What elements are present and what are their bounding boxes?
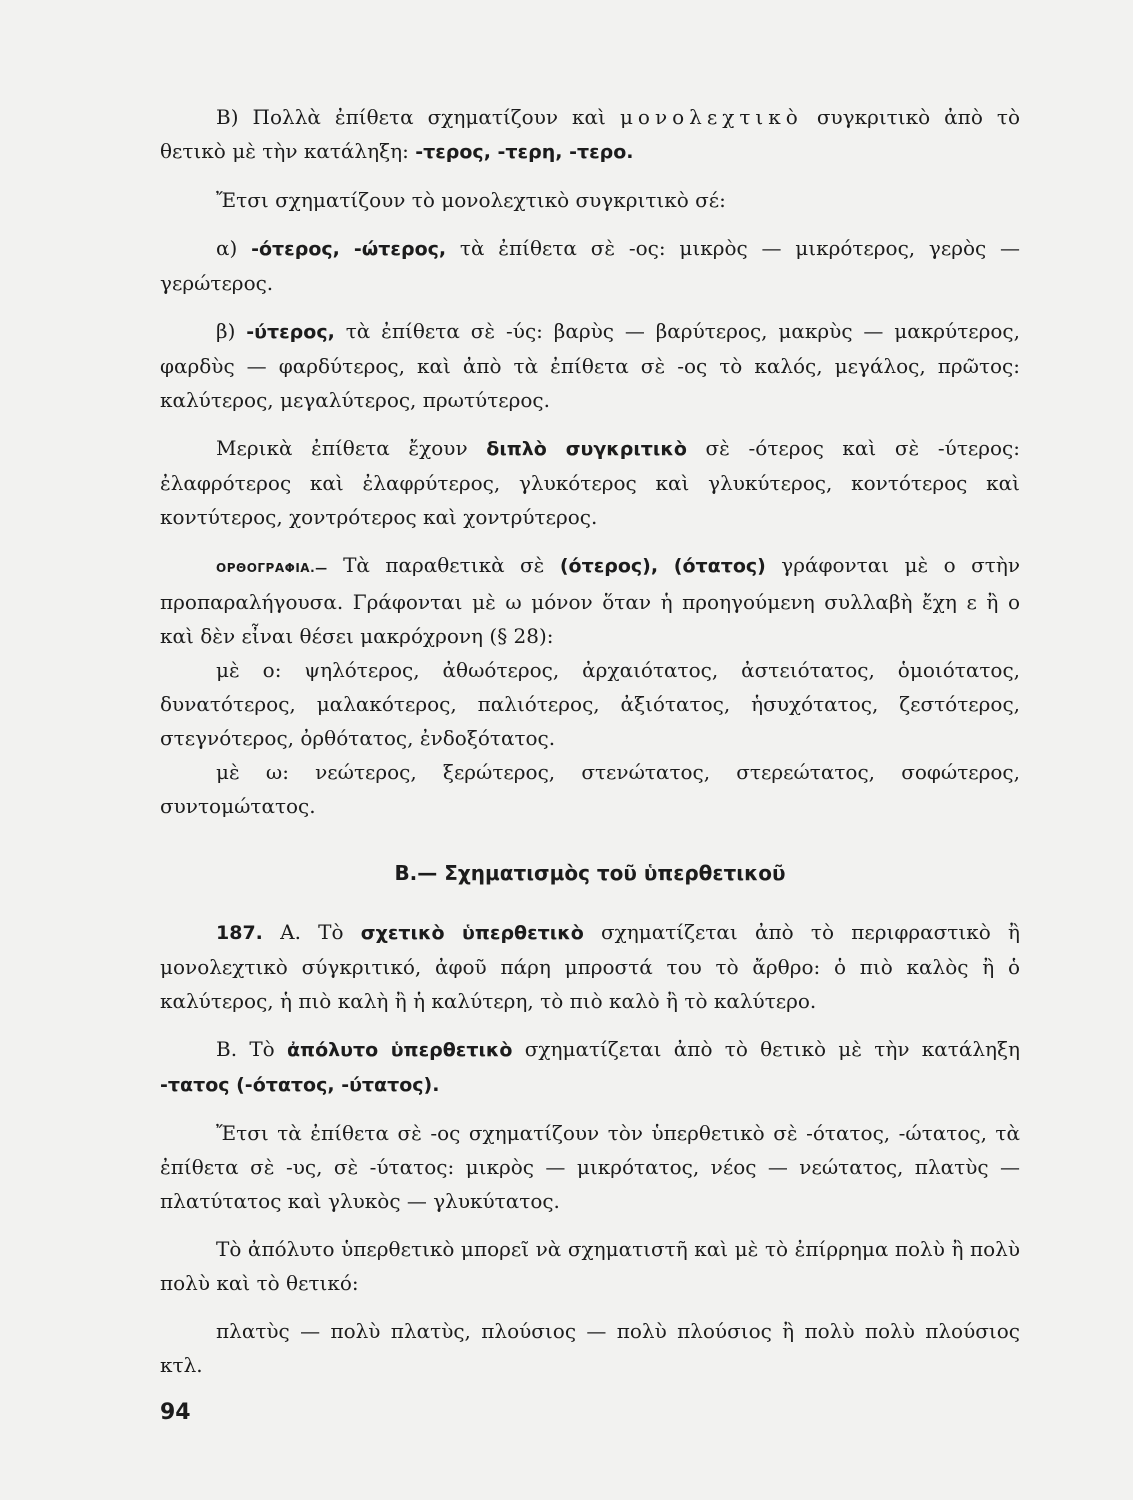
text: Μερικὰ ἐπίθετα ἔχουν [216, 436, 487, 460]
text: α) [216, 236, 252, 260]
text: τὰ ἐπίθετα σὲ -ος: μικρὸς — μικρότερος, γερὸς — γερώτερος. [160, 236, 1020, 295]
paragraph-adverb-poly: Τὸ ἀπόλυτο ὑπερθετικὸ μπορεῖ νὰ σχηματιστῆ καὶ μὲ τὸ ἐπίρρημα πολὺ ἢ πολὺ πολὺ καὶ τὸ θετικό: [160, 1237, 1020, 1295]
paragraph-superlative-examples: Ἔτσι τὰ ἐπίθετα σὲ -ος σχηματίζουν τὸν ὑπερθετικὸ σὲ -ότατος, -ώτατος, τὰ ἐπίθετα σὲ -υς, σὲ -ύτατος: μικρὸς — μικρότατος, νέος — νεώτατος, πλατὺς — πλατύτατος καὶ γλυκὸς — γλυκύτατος. [160, 1121, 1020, 1213]
text: σὲ -ότερος καὶ σὲ -ύτερος: ἐλαφρότερος καὶ ἐλαφρύτερος, γλυκότερος καὶ γλυκύτερος, κοντότερος καὶ κοντύτερος, χοντρότερος καὶ χοντρύτερος. [160, 436, 1020, 529]
paragraph-absolute-superlative [160, 1032, 1020, 1102]
bold-endings: -ότερος, -ώτερος, [251, 238, 447, 260]
page-body [160, 100, 1020, 1382]
section-heading: Β.— Σχηματισμὸς τοῦ ὑπερθετικοῦ [394, 861, 786, 885]
bold-endings: -τατος (-ότατος, -ύτατος). [160, 1074, 440, 1096]
text: Β) Πολλὰ ἐπίθετα σχηματίζουν καὶ [216, 105, 620, 129]
paragraph-poly-examples: πλατὺς — πολὺ πλατὺς, πλούσιος — πολὺ πλούσιος ἢ πολὺ πολὺ πλούσιος κτλ. [160, 1319, 1020, 1377]
spaced-term: μονολεχτικὸ [619, 105, 803, 129]
bold-term: διπλὸ συγκριτικὸ [486, 438, 687, 460]
bold-endings: -τερος, -τερη, -τερο. [415, 141, 634, 163]
paragraph-beta [160, 314, 1020, 417]
text: τὰ ἐπίθετα σὲ -ύς: βαρὺς — βαρύτερος, μακρὺς — μακρύτερος, φαρδὺς — φαρδύτερος, καὶ ἀπὸ τὰ ἐπίθετα σὲ -ος τὸ καλός, μεγάλος, πρῶτος: καλύτερος, μεγαλύτερος, πρωτύτερος. [160, 319, 1020, 412]
bold-endings: (ότερος), (ότατος) [559, 555, 766, 577]
orthography-label: ΟΡΘΟΓΡΑΦΙΑ.— [216, 561, 328, 575]
bold-term: σχετικὸ ὑπερθετικὸ [360, 922, 584, 944]
text: γράφονται μὲ ο στὴν προπαραλήγουσα. Γράφονται μὲ ω μόνον ὅταν ἡ προηγούμενη συλλαβὴ ἔχη ε ἢ ο καὶ δὲν εἶναι θέσει μακρόχρονη (§ 28): [160, 553, 1021, 648]
page-number: 94 [160, 1400, 191, 1425]
paragraph-double-comparative [160, 431, 1020, 534]
bold-term: ἀπόλυτο ὑπερθετικὸ [287, 1039, 513, 1061]
text: β) [216, 319, 247, 343]
paragraph-with-omega: μὲ ω: νεώτερος, ξερώτερος, στενώτατος, στερεώτατος, σοφώτερος, συντομώτατος. [160, 760, 1020, 818]
paragraph-with-omicron: μὲ ο: ψηλότερος, ἀθωότερος, ἀρχαιότατος, ἀστειότατος, ὁμοιότατος, δυνατότερος, μαλακότερος, παλιότερος, ἀξιότατος, ἡσυχότατος, ζεστότερος, στεγνότερος, ὀρθότατος, ἐνδοξότατος. [160, 658, 1020, 750]
text: Β. Τὸ [216, 1037, 287, 1061]
section-number: 187. [216, 922, 263, 944]
paragraph-comparative-intro [160, 100, 1020, 169]
text: σχηματίζεται ἀπὸ τὸ θετικὸ μὲ τὴν κατάληξη [512, 1037, 1020, 1061]
bold-endings: -ύτερος, [246, 321, 335, 343]
text: Τὰ παραθετικὰ σὲ [327, 553, 560, 577]
text: Α. Τὸ [262, 920, 361, 944]
paragraph-alpha [160, 231, 1020, 300]
paragraph-relative-superlative [160, 915, 1020, 1018]
text: συγκριτικὸ ἀπὸ τὸ θετικὸ μὲ τὴν κατάληξη: [160, 105, 1020, 163]
paragraph-etsi: Ἔτσι σχηματίζουν τὸ μονολεχτικὸ συγκριτικὸ σέ: [216, 188, 726, 212]
paragraph-orthography [160, 548, 1020, 653]
text: σχηματίζεται ἀπὸ τὸ περιφραστικὸ ἢ μονολεχτικὸ σύγκριτικό, ἀφοῦ πάρη μπροστά του τὸ ἄρθρο: ὁ πιὸ καλὸς ἢ ὁ καλύτερος, ἡ πιὸ καλὴ ἢ ἡ καλύτερη, τὸ πιὸ καλὸ ἢ τὸ καλύτερο. [160, 920, 1020, 1013]
